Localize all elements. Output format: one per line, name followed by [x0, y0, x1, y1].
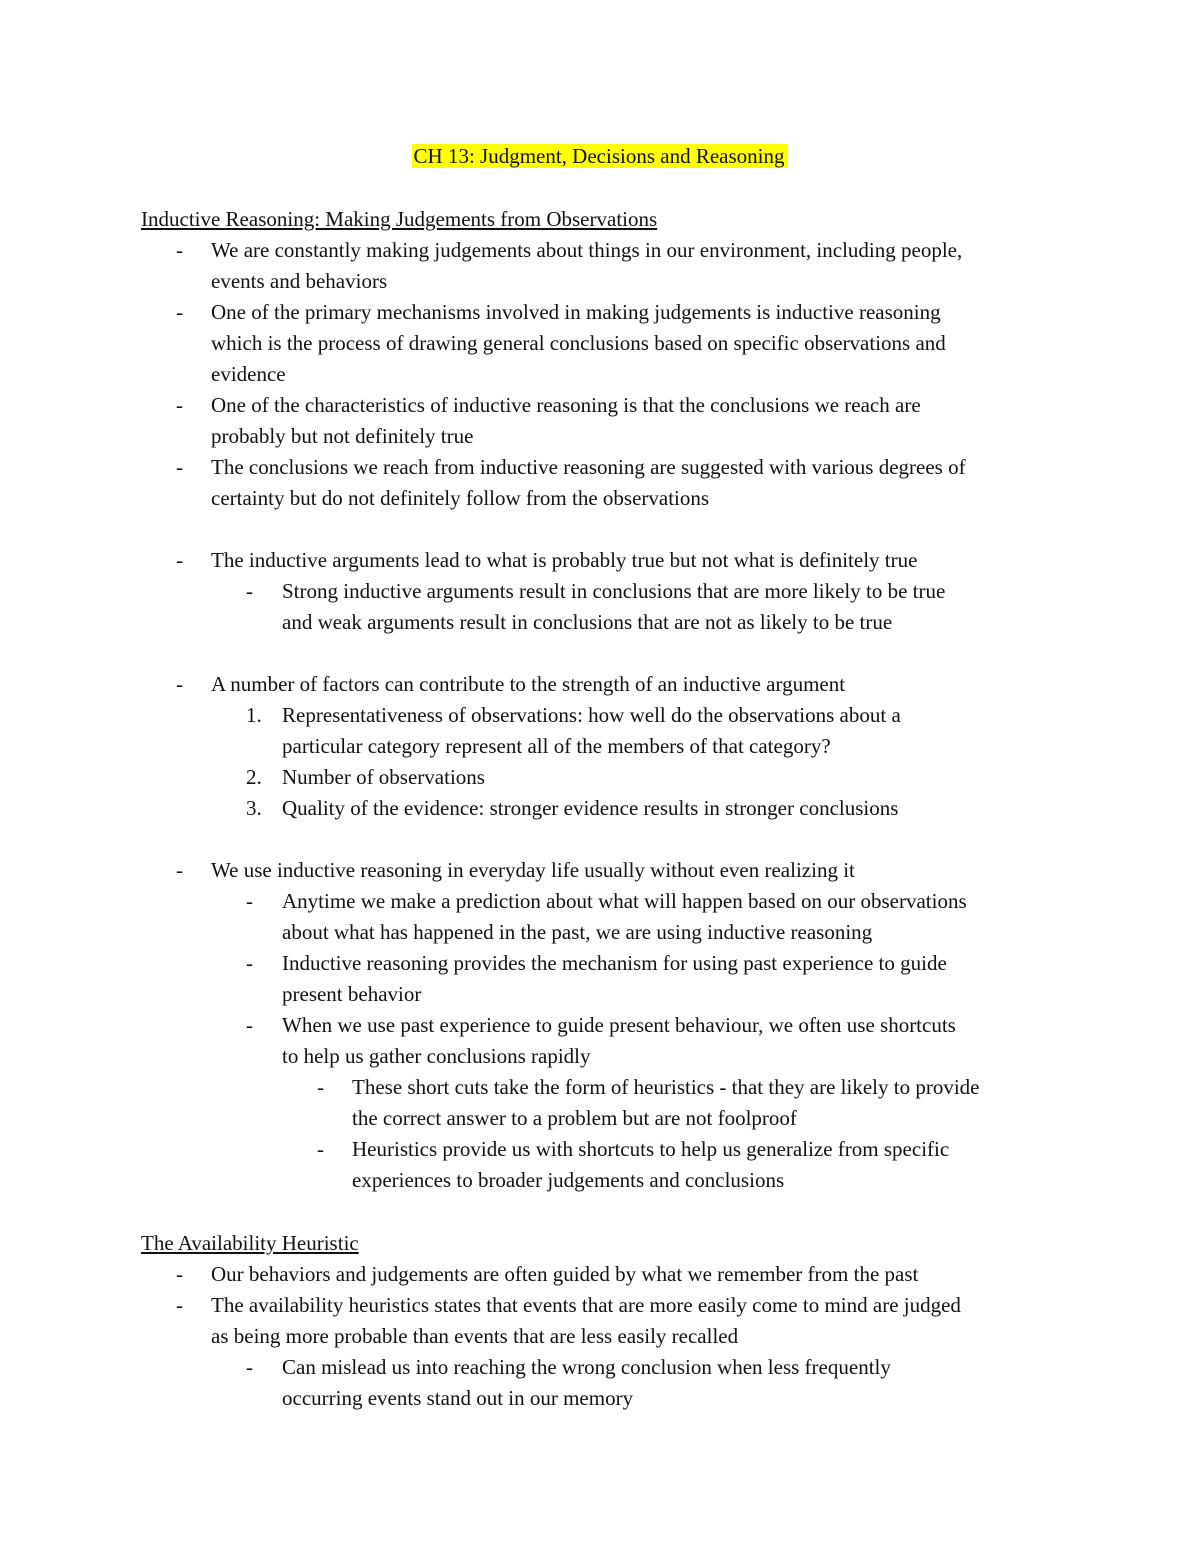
list-marker: -: [246, 1355, 253, 1379]
list-marker: -: [176, 455, 183, 479]
list-item-line: Can mislead us into reaching the wrong conclusion when less frequently: [282, 1355, 891, 1379]
list-item-line: evidence: [211, 362, 286, 386]
section-heading-availability-heuristic: The Availability Heuristic: [141, 1231, 359, 1255]
list-marker: -: [246, 889, 253, 913]
list-number: 1.: [246, 703, 262, 727]
list-marker: -: [176, 300, 183, 324]
list-item-line: Number of observations: [282, 765, 485, 789]
list-marker: -: [176, 672, 183, 696]
list-item-line: One of the characteristics of inductive reasoning is that the conclusions we reach are: [211, 393, 921, 417]
list-marker: -: [176, 393, 183, 417]
list-item-line: These short cuts take the form of heuristics - that they are likely to provide: [352, 1075, 980, 1099]
list-item-line: One of the primary mechanisms involved in making judgements is inductive reasoning: [211, 300, 941, 324]
list-marker: -: [176, 1293, 183, 1317]
list-marker: -: [246, 579, 253, 603]
list-marker: -: [317, 1137, 324, 1161]
list-item-line: When we use past experience to guide present behaviour, we often use shortcuts: [282, 1013, 956, 1037]
list-item-line: A number of factors can contribute to the strength of an inductive argument: [211, 672, 846, 696]
title-line: [0, 141, 1200, 172]
list-item-line: Heuristics provide us with shortcuts to help us generalize from specific: [352, 1137, 950, 1161]
list-marker: -: [317, 1075, 324, 1099]
list-item-line: to help us gather conclusions rapidly: [282, 1044, 591, 1068]
list-marker: -: [176, 238, 183, 262]
list-item-line: The inductive arguments lead to what is probably true but not what is definitely true: [211, 548, 918, 572]
list-marker: -: [176, 1262, 183, 1286]
list-item-line: Our behaviors and judgements are often guided by what we remember from the past: [211, 1262, 919, 1286]
list-marker: -: [176, 858, 183, 882]
list-item-line: experiences to broader judgements and conclusions: [352, 1168, 785, 1192]
list-item-line: certainty but do not definitely follow from the observations: [211, 486, 710, 510]
list-marker: -: [246, 1013, 253, 1037]
list-item-line: Strong inductive arguments result in conclusions that are more likely to be true: [282, 579, 946, 603]
section-heading-inductive-reasoning: Inductive Reasoning: Making Judgements from Observations: [141, 207, 658, 231]
list-item-line: We use inductive reasoning in everyday life usually without even realizing it: [211, 858, 855, 882]
list-item-line: Representativeness of observations: how well do the observations about a: [282, 703, 901, 727]
list-item-line: particular category represent all of the members of that category?: [282, 734, 831, 758]
list-item-line: probably but not definitely true: [211, 424, 474, 448]
list-item-line: The availability heuristics states that events that are more easily come to mind are judged: [211, 1293, 961, 1317]
list-item-line: events and behaviors: [211, 269, 388, 293]
list-item-line: The conclusions we reach from inductive reasoning are suggested with various degrees of: [211, 455, 966, 479]
list-marker: -: [246, 951, 253, 975]
list-item-line: Anytime we make a prediction about what will happen based on our observations: [282, 889, 967, 913]
list-item-line: occurring events stand out in our memory: [282, 1386, 634, 1410]
list-item-line: Quality of the evidence: stronger evidence results in stronger conclusions: [282, 796, 899, 820]
list-item-line: the correct answer to a problem but are not foolproof: [352, 1106, 797, 1130]
list-number: 3.: [246, 796, 262, 820]
list-item-line: and weak arguments result in conclusions that are not as likely to be true: [282, 610, 893, 634]
list-item-line: which is the process of drawing general conclusions based on specific observations and: [211, 331, 946, 355]
list-marker: -: [176, 548, 183, 572]
document-title: CH 13: Judgment, Decisions and Reasoning: [412, 144, 789, 168]
list-item-line: as being more probable than events that are less easily recalled: [211, 1324, 739, 1348]
list-item-line: We are constantly making judgements about things in our environment, including people,: [211, 238, 963, 262]
list-item-line: Inductive reasoning provides the mechanism for using past experience to guide: [282, 951, 947, 975]
list-number: 2.: [246, 765, 262, 789]
list-item-line: about what has happened in the past, we are using inductive reasoning: [282, 920, 873, 944]
list-item-line: present behavior: [282, 982, 422, 1006]
